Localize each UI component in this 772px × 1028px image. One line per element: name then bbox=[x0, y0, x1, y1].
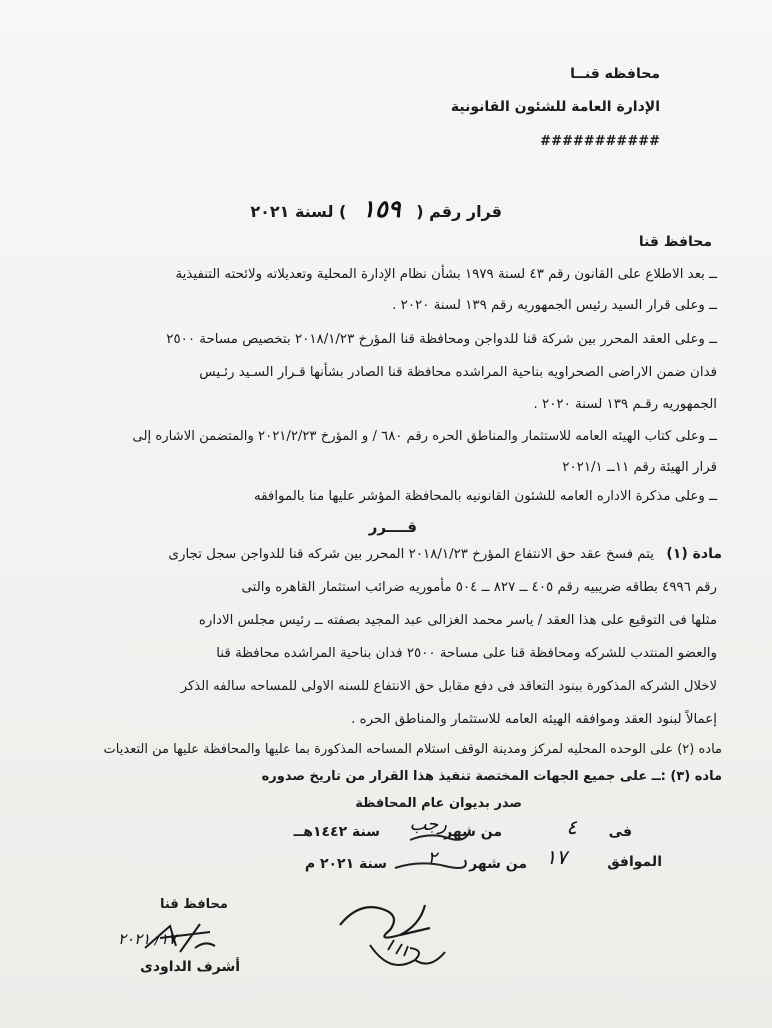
decision-title bbox=[250, 194, 502, 223]
hijri-day: ٤ bbox=[566, 815, 577, 839]
preamble-line-3: ــ وعلى العقد المحرر بين شركة قنا للدواجن ومحافظة قنا المؤرخ ٢٠١٨/١/٢٣ بتخصيص مساحة ٢٥٠٠ bbox=[166, 332, 717, 347]
greg-month-label: من شهر bbox=[469, 856, 527, 872]
hijri-fi: فى bbox=[608, 824, 632, 840]
signature-title: محافظ قنا bbox=[160, 897, 228, 912]
issued-at: صدر بديوان عام المحافظة bbox=[355, 796, 522, 811]
decision-heading: قــــرر bbox=[368, 518, 417, 536]
title-number: ١٥٩ bbox=[361, 194, 401, 223]
signature-name: أشرف الداودى bbox=[140, 959, 241, 975]
governor-signature bbox=[330, 880, 460, 980]
preamble-line-2: ــ وعلى قرار السيد رئيس الجمهوريه رقم ١٣٩ لسنة ٢٠٢٠ . bbox=[392, 298, 717, 313]
title-prefix: قرار رقم ( bbox=[416, 202, 502, 221]
article1-line-5: لاخلال الشركه المذكورة ببنود التعاقد فى دفع مقابل حق الانتفاع للسنه الاولى للمساحه سالفه الذكر bbox=[180, 679, 717, 694]
hijri-month-label: من شهر bbox=[444, 824, 502, 840]
article1-line-3: مثلها فى التوقيع على هذا العقد / ياسر محمد الغزالى عبد المجيد بصفته ــ رئيس مجلس الاداره bbox=[198, 613, 717, 628]
preamble-line-8: ــ وعلى مذكرة الاداره العامه للشئون القانونيه بالمحافظة المؤشر عليها منا بالموافقه bbox=[253, 489, 717, 504]
preamble-line-4: فدان ضمن الاراضى الصحراويه بناحية المراشده محافظة قنا الصادر بشأنها قـرار السـيد رئـيس bbox=[199, 365, 717, 380]
preamble-line-6: ــ وعلى كتاب الهيئه العامه للاستثمار والمناطق الحره رقم ٦٨٠ / و المؤرخ ٢٠٢١/٢/٢٣ والمتضمن الاشاره إلى bbox=[132, 429, 717, 444]
article1-line-2: رقم ٤٩٩٦ بطاقه ضريبيه رقم ٤٠٥ ــ ٨٢٧ ــ ٥٠٤ مأموريه ضرائب استثمار القاهره والتى bbox=[241, 580, 717, 595]
issuer-name: محافظ قنا bbox=[638, 234, 712, 250]
department-name: الإدارة العامة للشئون القانونية bbox=[450, 99, 660, 115]
header-hashes: ########### bbox=[540, 134, 660, 149]
article1-label: مادة (١) bbox=[666, 546, 722, 562]
article1-line-4: والعضو المنتدب للشركه ومحافظة قنا على مساحة ٢٥٠٠ فدان بناحية المراشده محافظة قنا bbox=[216, 646, 717, 661]
article1-line-6: إعمالاً لبنود العقد وموافقه الهيئه العامه للاستثمار والمناطق الحره . bbox=[351, 712, 717, 727]
article1-line-1: يتم فسخ عقد حق الانتفاع المؤرخ ٢٠١٨/١/٢٣ المحرر بين شركه قنا للدواجن سجل تجارى bbox=[168, 547, 654, 562]
title-suffix: ) لسنة ٢٠٢١ bbox=[250, 202, 347, 221]
article2: ماده (٢) على الوحده المحليه لمركز ومدينة الوقف استلام المساحه المذكورة بما عليها والمحافظة عليها من التعديات bbox=[103, 742, 722, 757]
preamble-line-7: قرار الهيئة رقم ١١ــ ٢٠٢١/١ bbox=[562, 460, 717, 475]
governorate-name: محافظه قنــا bbox=[570, 66, 660, 82]
preamble-line-1: ــ بعد الاطلاع على القانون رقم ٤٣ لسنة ١٩٧٩ بشأن نظام الإدارة المحلية وتعديلاته ولائحته التنفيذية bbox=[175, 267, 717, 282]
hijri-year: سنة ١٤٤٢هــ bbox=[293, 824, 380, 840]
greg-month: ٢ bbox=[427, 848, 437, 869]
greg-day: ١٧ bbox=[545, 845, 567, 869]
hijri-month: رجب bbox=[409, 814, 447, 835]
article3: ماده (٣) :ــ على جميع الجهات المختصة تنفيذ هذا القرار من تاريخ صدوره bbox=[261, 769, 722, 784]
preamble-line-5: الجمهوريه رقـم ١٣٩ لسنة ٢٠٢٠ . bbox=[533, 397, 717, 412]
signature-date: ١٧/ ٢٠٢١ bbox=[118, 930, 177, 948]
greg-year: سنة ٢٠٢١ م bbox=[304, 856, 387, 872]
greg-label: الموافق bbox=[607, 854, 662, 870]
